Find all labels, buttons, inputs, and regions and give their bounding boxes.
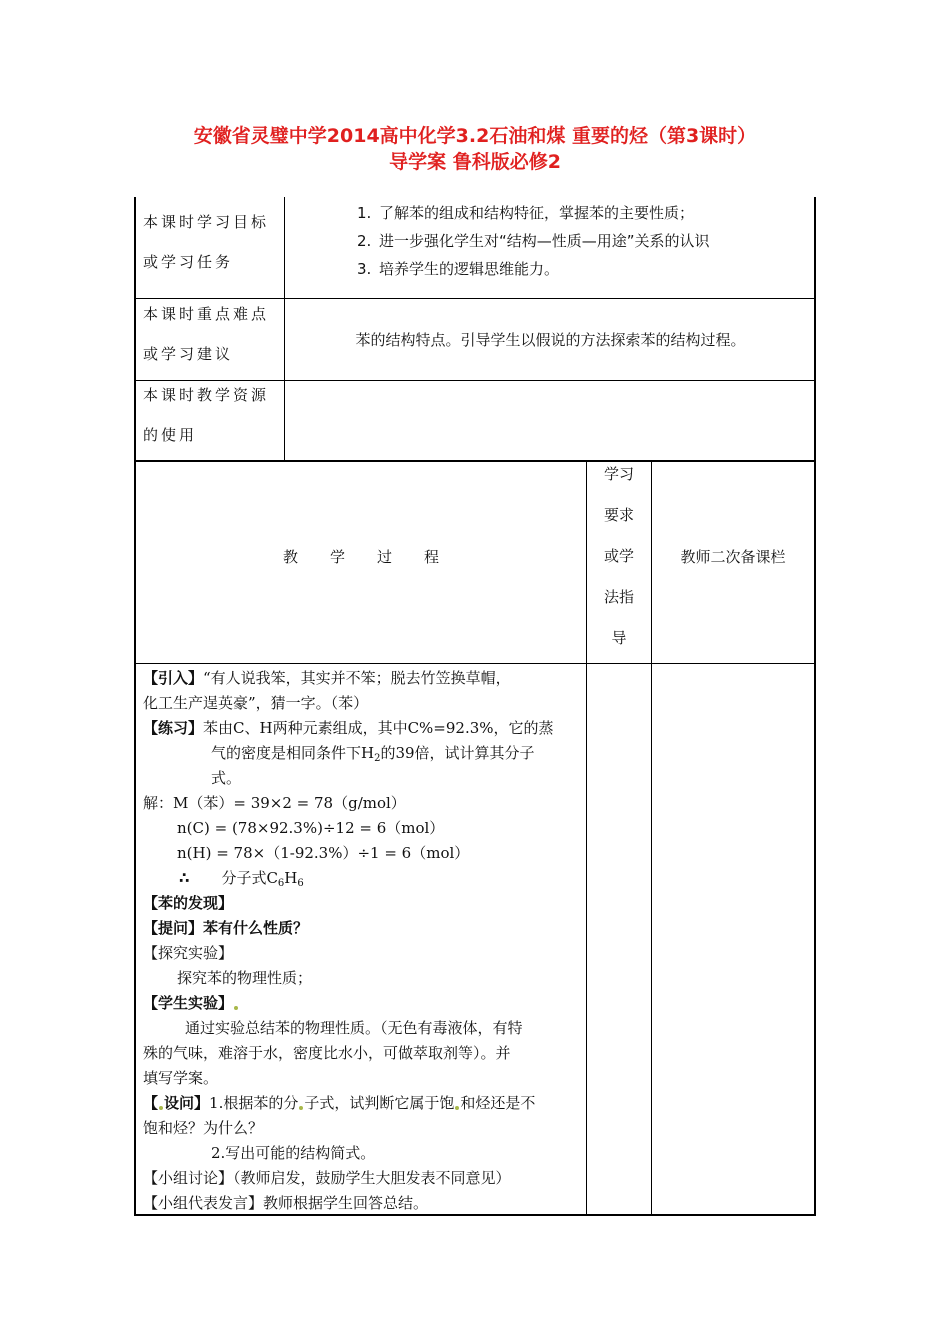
solution-line: ∴ 分子式$C_6H_6$ bbox=[179, 869, 304, 889]
summary-line: 通过实验总结苯的物理性质。（无色有毒液体，有特 bbox=[185, 1019, 523, 1037]
explore-text: 探究苯的物理性质； bbox=[177, 969, 313, 987]
intro-line: 【引入】“有人说我笨，其实并不笨；脱去竹笠换草帽， bbox=[143, 669, 511, 687]
document-title-line1: 安徽省灵璧中学2014高中化学3.2石油和煤 重要的烃（第3课时） bbox=[193, 125, 757, 147]
summary-line: 填写学案。 bbox=[143, 1069, 219, 1087]
teacher-notes-header: 教师二次备课栏 bbox=[680, 548, 786, 566]
set-question-line: 【 设问】1.根据苯的分 子式，试判断它属于饱 和烃还是不 bbox=[143, 1094, 536, 1112]
lesson-content bbox=[143, 666, 583, 1216]
resources-label-line2: 的使用 bbox=[143, 426, 198, 444]
solution-line: 解：M（苯）= 39×2 = 78（g/mol） bbox=[143, 794, 406, 812]
exercise-line: 气的密度是相同条件下$H_2$的39倍，试计算其分子 bbox=[211, 744, 535, 764]
exercise-line: 【练习】苯由C、H两种元素组成，其中C%=92.3%，它的蒸 bbox=[143, 719, 554, 737]
objectives-label-line1: 本课时学习目标 bbox=[143, 213, 270, 231]
set-question-line: 2.写出可能的结构简式。 bbox=[211, 1144, 376, 1162]
study-guide-header: 学习 要求 或学 法指 导 bbox=[603, 465, 634, 647]
explore-heading: 【探究实验】 bbox=[143, 944, 234, 962]
question-line: 【提问】苯有什么性质？ bbox=[143, 919, 309, 937]
solution-line: n(C) = (78×92.3%)÷12 = 6（mol） bbox=[177, 819, 445, 837]
exercise-line: 式。 bbox=[211, 769, 242, 787]
summary-line: 殊的气味，难溶于水，密度比水小，可做萃取剂等）。并 bbox=[143, 1044, 511, 1062]
solution-line: n(H) = 78×（1-92.3%）÷1 = 6（mol） bbox=[177, 844, 470, 862]
teaching-process-header: 教学过程 bbox=[282, 548, 471, 566]
objectives-label-line2: 或学习任务 bbox=[143, 253, 234, 271]
group-representative-line: 【小组代表发言】教师根据学生回答总结。 bbox=[143, 1194, 429, 1212]
intro-line: 化工生产逞英豪”，猜一字。（苯） bbox=[143, 694, 369, 712]
keypoints-label-line2: 或学习建议 bbox=[143, 345, 234, 363]
student-exp-heading: 【学生实验】 bbox=[143, 991, 583, 1016]
objective-item: 1. 了解苯的组成和结构特征，掌握苯的主要性质； bbox=[357, 204, 695, 222]
resources-label-line1: 本课时教学资源 bbox=[143, 386, 270, 404]
objectives-list bbox=[357, 199, 710, 283]
discovery-heading: 【苯的发现】 bbox=[143, 894, 234, 912]
objective-item: 3. 培养学生的逻辑思维能力。 bbox=[357, 260, 560, 278]
objective-item: 2. 进一步强化学生对“结构—性质—用途”关系的认识 bbox=[357, 232, 710, 250]
keypoints-label-line1: 本课时重点难点 bbox=[143, 305, 270, 323]
keypoints-text: 苯的结构特点。引导学生以假说的方法探索苯的结构过程。 bbox=[355, 331, 746, 349]
group-discussion-line: 【小组讨论】（教师启发，鼓励学生大胆发表不同意见） bbox=[143, 1169, 511, 1187]
document-title-line2: 导学案 鲁科版必修2 bbox=[389, 151, 561, 173]
set-question-line: 饱和烃？为什么？ bbox=[143, 1119, 264, 1137]
